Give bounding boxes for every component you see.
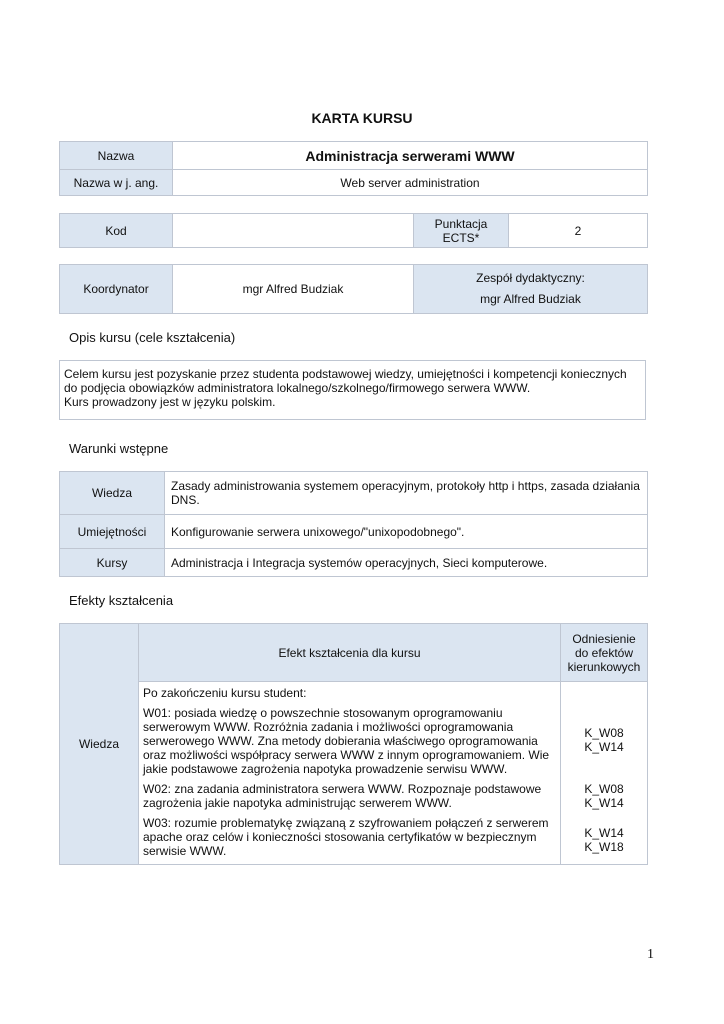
references-cell: [561, 682, 648, 865]
prerequisite-value: Administracja i Integracja systemów operacyjnych, Sieci komputerowe.: [165, 549, 648, 577]
effect-item: W01: posiada wiedzę o powszechnie stosowanym oprogramowaniu serwerowym WWW. Rozróżnia zadania i możliwości oprogramowania serwerowego WWW. Zna metody dobierania właściwego oprogramowania oraz możliwości współpracy serwera WWW z innym oprogramowaniem. Wie jakie podstawowe zagrożenia napotyka prowadzenie serwisu WWW.: [143, 706, 550, 776]
outcomes-heading: Efekty kształcenia: [69, 593, 174, 608]
course-description: [59, 360, 646, 420]
team-label: Zespół dydaktyczny:: [476, 271, 585, 285]
name-value: Administracja serwerami WWW: [173, 142, 648, 170]
description-line: Kurs prowadzony jest w języku polskim.: [64, 395, 276, 409]
ects-label: Punktacja ECTS*: [414, 214, 509, 248]
prerequisite-label: Wiedza: [60, 472, 165, 515]
page-title: KARTA KURSU: [311, 110, 413, 126]
effect-item: W03: rozumie problematykę związaną z szyfrowaniem połączeń z serwerem apache oraz celów i konieczności stosowania certyfikatów w bezpiecznym serwisie WWW.: [143, 816, 549, 858]
description-line: Celem kursu jest pozyskanie przez studenta podstawowej wiedzy, umiejętności i kompetencji koniecznych: [64, 367, 627, 381]
code-table: [59, 213, 648, 248]
course-name-table: [59, 141, 648, 196]
code-value: [173, 214, 414, 248]
description-heading: Opis kursu (cele kształcenia): [69, 330, 236, 345]
description-line: do podjęcia obowiązków administratora lokalnego/szkolnego/firmowego serwera WWW.: [64, 381, 531, 395]
effect-reference: K_W08 K_W14: [584, 782, 624, 810]
effects-intro: Po zakończeniu kursu student:: [143, 686, 307, 700]
effect-item: W02: zna zadania administratora serwera WWW. Rozpoznaje podstawowe zagrożenia jakie napotyka administrując serwerem WWW.: [143, 782, 542, 810]
prerequisites-table: [59, 471, 648, 577]
effect-column-header: Efekt kształcenia dla kursu: [139, 624, 561, 682]
prerequisite-value: Konfigurowanie serwera unixowego/"unixopodobnego".: [165, 515, 648, 549]
effects-cell: [139, 682, 561, 865]
reference-column-header: Odniesienie do efektów kierunkowych: [561, 624, 648, 682]
prerequisite-label: Umiejętności: [60, 515, 165, 549]
name-en-value: Web server administration: [173, 170, 648, 196]
prerequisites-heading: Warunki wstępne: [69, 441, 169, 456]
page-number: 1: [647, 947, 654, 962]
outcomes-table: [59, 623, 648, 865]
team-value: mgr Alfred Budziak: [480, 292, 581, 306]
coordinator-label: Koordynator: [60, 265, 173, 314]
code-label: Kod: [60, 214, 173, 248]
name-label: Nazwa: [60, 142, 173, 170]
name-en-label: Nazwa w j. ang.: [60, 170, 173, 196]
coordinator-table: [59, 264, 648, 314]
prerequisite-value: Zasady administrowania systemem operacyjnym, protokoły http i https, zasada działania DNS.: [165, 472, 648, 515]
effect-reference: K_W14 K_W18: [584, 826, 624, 854]
outcomes-row-label: Wiedza: [60, 624, 139, 865]
coordinator-value: mgr Alfred Budziak: [173, 265, 414, 314]
ects-value: 2: [509, 214, 648, 248]
prerequisite-label: Kursy: [60, 549, 165, 577]
effect-reference: K_W08 K_W14: [584, 726, 624, 754]
